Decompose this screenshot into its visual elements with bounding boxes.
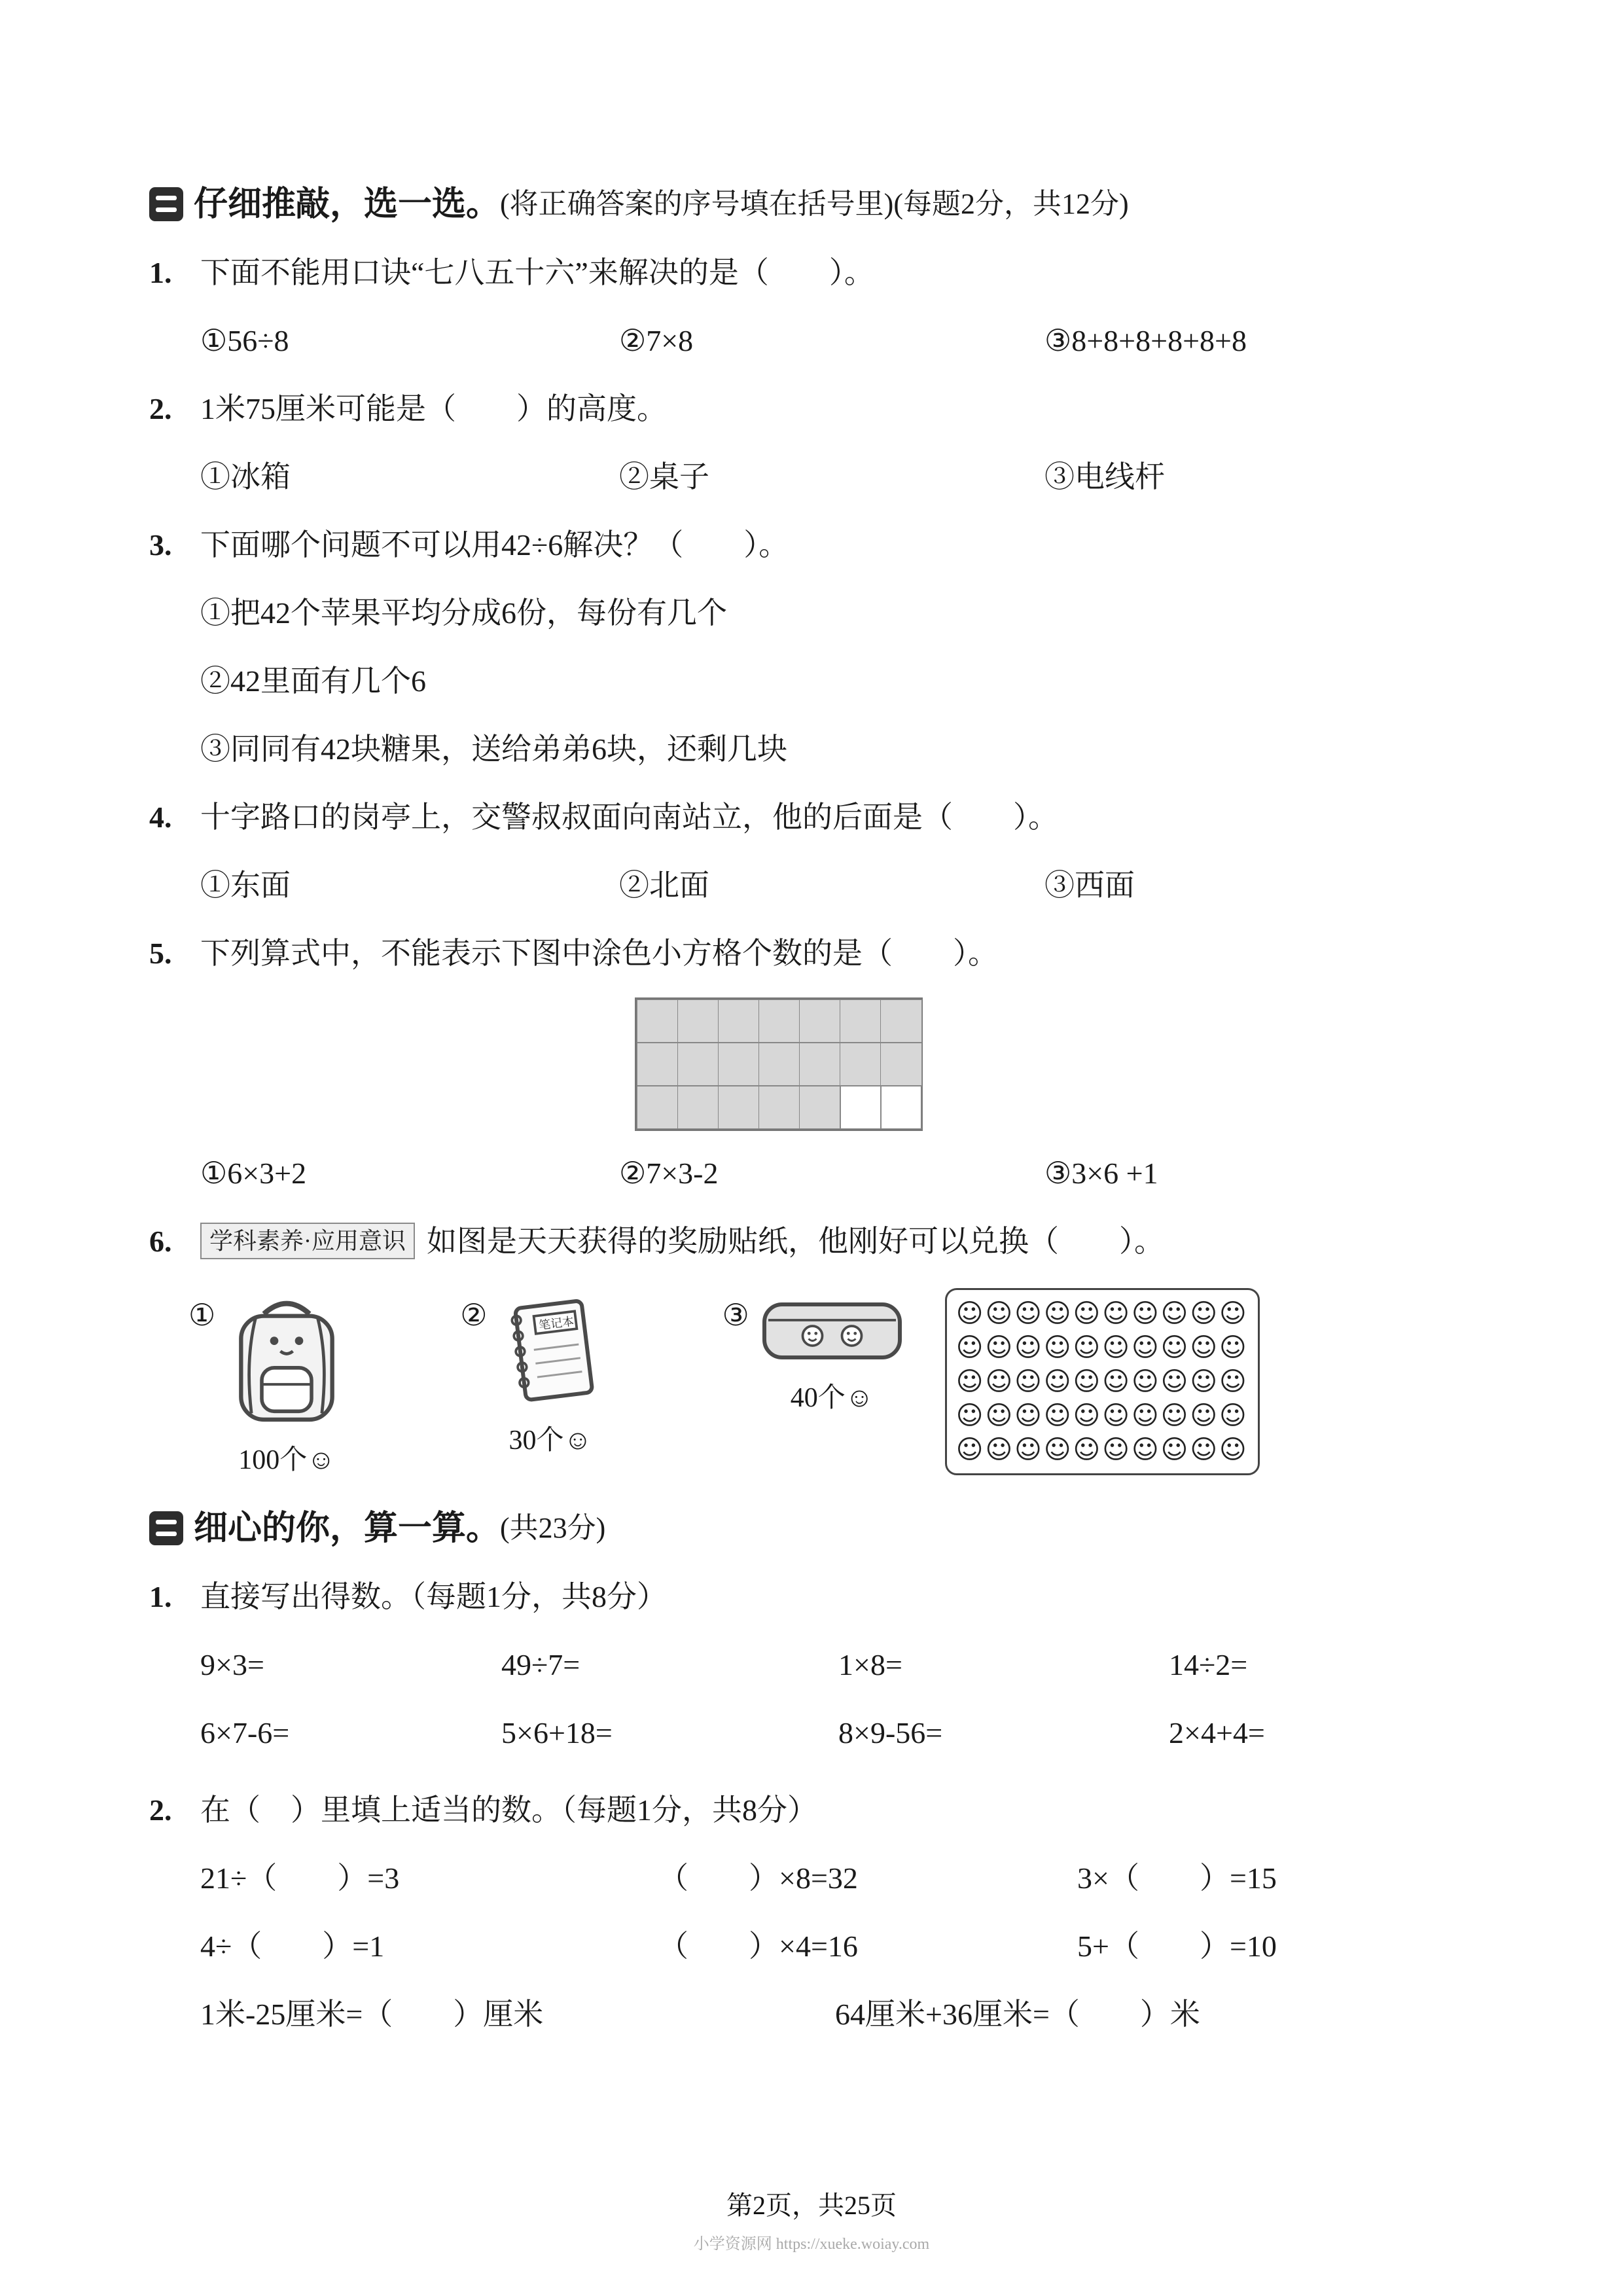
prize-1-caption: 100个☺ (238, 1445, 336, 1475)
page-indicator: 第2页，共25页 (726, 2191, 897, 2220)
question-5-text: 下列算式中，不能表示下图中涂色小方格个数的是（ ）。 (200, 937, 998, 970)
option: ③3×6 +1 (1044, 1157, 1158, 1190)
blank-cell (880, 1086, 922, 1129)
fill-expression: 21÷（ ）=3 (200, 1861, 400, 1895)
question-3 (149, 526, 1512, 564)
option: ①6×3+2 (200, 1157, 307, 1190)
option: ②北面 (619, 869, 709, 902)
question-1 (149, 254, 1512, 292)
shaded-grid-figure (635, 997, 923, 1131)
fill-expression: 64厘米+36厘米=（ ）米 (835, 1998, 1200, 2031)
prize-item-notebook (460, 1291, 604, 1458)
section1-title: 仔细推敲，选一选。 (194, 185, 501, 223)
question-2 (149, 390, 1512, 428)
section2-sub2 (149, 1791, 1512, 1829)
shaded-cell (758, 1086, 800, 1129)
sticker-row: ☺☺☺☺☺☺☺☺☺☺ (955, 1333, 1249, 1363)
sticker-board-figure (945, 1288, 1260, 1475)
shaded-cell (758, 1043, 800, 1086)
section2-sub1-number: 1. (149, 1580, 172, 1613)
question-5-options (149, 1155, 1512, 1193)
fill-expression: 1米-25厘米=（ ）厘米 (200, 1998, 544, 2031)
shaded-cell (637, 1086, 679, 1129)
section2-note: (共23分) (500, 1512, 606, 1544)
shaded-cell (637, 999, 679, 1043)
question-3-option-2: ②42里面有几个6 (200, 664, 426, 698)
calc-expression: 2×4+4= (1169, 1716, 1265, 1749)
shaded-cell (880, 999, 922, 1043)
fill-row-3 (149, 1996, 1512, 2034)
question-4-number: 4. (149, 800, 172, 834)
calc-expression: 14÷2= (1169, 1648, 1248, 1681)
option: ①冰箱 (200, 460, 291, 493)
calc-expression: 9×3= (200, 1648, 264, 1681)
question-2-number: 2. (149, 392, 172, 425)
prize-1-label: ① (188, 1299, 216, 1332)
notebook-cover-label: 笔记本 (537, 1314, 575, 1333)
shaded-cell (718, 1043, 760, 1086)
footer-site-credit: 小学资源网 https://xueke.woiay.com (693, 2236, 930, 2253)
calc-expression: 49÷7= (501, 1648, 580, 1681)
section2-sub1 (149, 1578, 1512, 1616)
shaded-cell (758, 999, 800, 1043)
question-1-options (149, 322, 1512, 360)
fill-expression: 4÷（ ）=1 (200, 1929, 385, 1963)
shaded-cell (677, 1043, 719, 1086)
option: ①56÷8 (200, 324, 289, 357)
question-1-number: 1. (149, 256, 172, 289)
calc-expression: 8×9-56= (838, 1716, 943, 1749)
prize-2-caption: 30个☺ (508, 1426, 592, 1456)
fill-row-2 (149, 1928, 1512, 1965)
section1-note: (将正确答案的序号填在括号里)(每题2分，共12分) (500, 188, 1129, 220)
shaded-cell (799, 1086, 841, 1129)
backpack-icon (224, 1291, 349, 1431)
shaded-cell (718, 1086, 760, 1129)
shaded-cell (718, 999, 760, 1043)
question-6 (149, 1223, 1512, 1261)
shaded-cell (637, 1043, 679, 1086)
sticker-row: ☺☺☺☺☺☺☺☺☺☺ (955, 1367, 1249, 1397)
competency-badge: 学科素养·应用意识 (200, 1223, 415, 1259)
section2-sub2-text: 在（ ）里填上适当的数。（每题1分，共8分） (200, 1793, 817, 1827)
question-6-figures (149, 1291, 1512, 1477)
shaded-cell (840, 1043, 882, 1086)
question-4-text: 十字路口的岗亭上，交警叔叔面向南站立，他的后面是（ ）。 (200, 800, 1058, 834)
shaded-cell (799, 999, 841, 1043)
shaded-cell (677, 999, 719, 1043)
question-5 (149, 935, 1512, 973)
calc-expression: 1×8= (838, 1648, 902, 1681)
section2-sub2-number: 2. (149, 1793, 172, 1827)
calc-row-1 (149, 1646, 1512, 1684)
shaded-cell (799, 1043, 841, 1086)
shaded-cell (840, 999, 882, 1043)
prize-3-caption: 40个☺ (790, 1383, 874, 1413)
question-6-text: 如图是天天获得的奖励贴纸，他刚好可以兑换（ ）。 (427, 1225, 1164, 1258)
section-list-icon (149, 187, 183, 221)
question-6-text-wrap (200, 1223, 1164, 1261)
fill-expression: （ ）×8=32 (658, 1861, 858, 1895)
question-3-number: 3. (149, 528, 172, 562)
question-2-text: 1米75厘米可能是（ ）的高度。 (200, 392, 667, 425)
content-area (149, 185, 1512, 2064)
calc-row-2 (149, 1714, 1512, 1752)
calc-expression: 5×6+18= (501, 1716, 613, 1749)
notebook-icon (497, 1291, 605, 1412)
blank-cell (840, 1086, 882, 1129)
option: ③西面 (1044, 869, 1135, 902)
fill-expression: （ ）×4=16 (658, 1929, 858, 1963)
question-1-text: 下面不能用口诀“七八五十六”来解决的是（ ）。 (200, 256, 874, 289)
prize-item-pencilcase (722, 1291, 906, 1415)
section2-title: 细心的你，算一算。 (194, 1509, 501, 1547)
sticker-row: ☺☺☺☺☺☺☺☺☺☺ (955, 1299, 1249, 1329)
question-4-options (149, 867, 1512, 905)
question-3-option-1: ①把42个苹果平均分成6份，每份有几个 (200, 596, 727, 630)
section-list-icon (149, 1511, 183, 1545)
prize-2-label: ② (460, 1299, 488, 1332)
shaded-cell (677, 1086, 719, 1129)
pencil-case-icon (758, 1291, 906, 1369)
section2-sub1-text: 直接写出得数。（每题1分，共8分） (200, 1580, 667, 1613)
sticker-row: ☺☺☺☺☺☺☺☺☺☺ (955, 1401, 1249, 1431)
sticker-row: ☺☺☺☺☺☺☺☺☺☺ (955, 1435, 1249, 1465)
fill-expression: 5+（ ）=10 (1077, 1929, 1277, 1963)
question-2-options (149, 458, 1512, 496)
option: ③电线杆 (1044, 460, 1165, 493)
shaded-cell (880, 1043, 922, 1086)
option: ①东面 (200, 869, 291, 902)
section2-header (149, 1509, 1512, 1548)
fill-expression: 3×（ ）=15 (1077, 1861, 1277, 1895)
option: ③8+8+8+8+8+8 (1044, 324, 1247, 357)
question-6-number: 6. (149, 1225, 172, 1258)
prize-3-label: ③ (722, 1299, 749, 1332)
question-5-number: 5. (149, 937, 172, 970)
question-4 (149, 798, 1512, 836)
option: ②桌子 (619, 460, 709, 493)
option: ②7×8 (619, 324, 694, 357)
section1-header (149, 185, 1512, 224)
fill-row-1 (149, 1859, 1512, 1897)
question-3-option-3: ③同同有42块糖果，送给弟弟6块，还剩几块 (200, 732, 787, 766)
prize-item-backpack (188, 1291, 349, 1477)
option: ②7×3-2 (619, 1157, 719, 1190)
question-3-text: 下面哪个问题不可以用42÷6解决？（ ）。 (200, 528, 789, 562)
calc-expression: 6×7-6= (200, 1716, 290, 1749)
